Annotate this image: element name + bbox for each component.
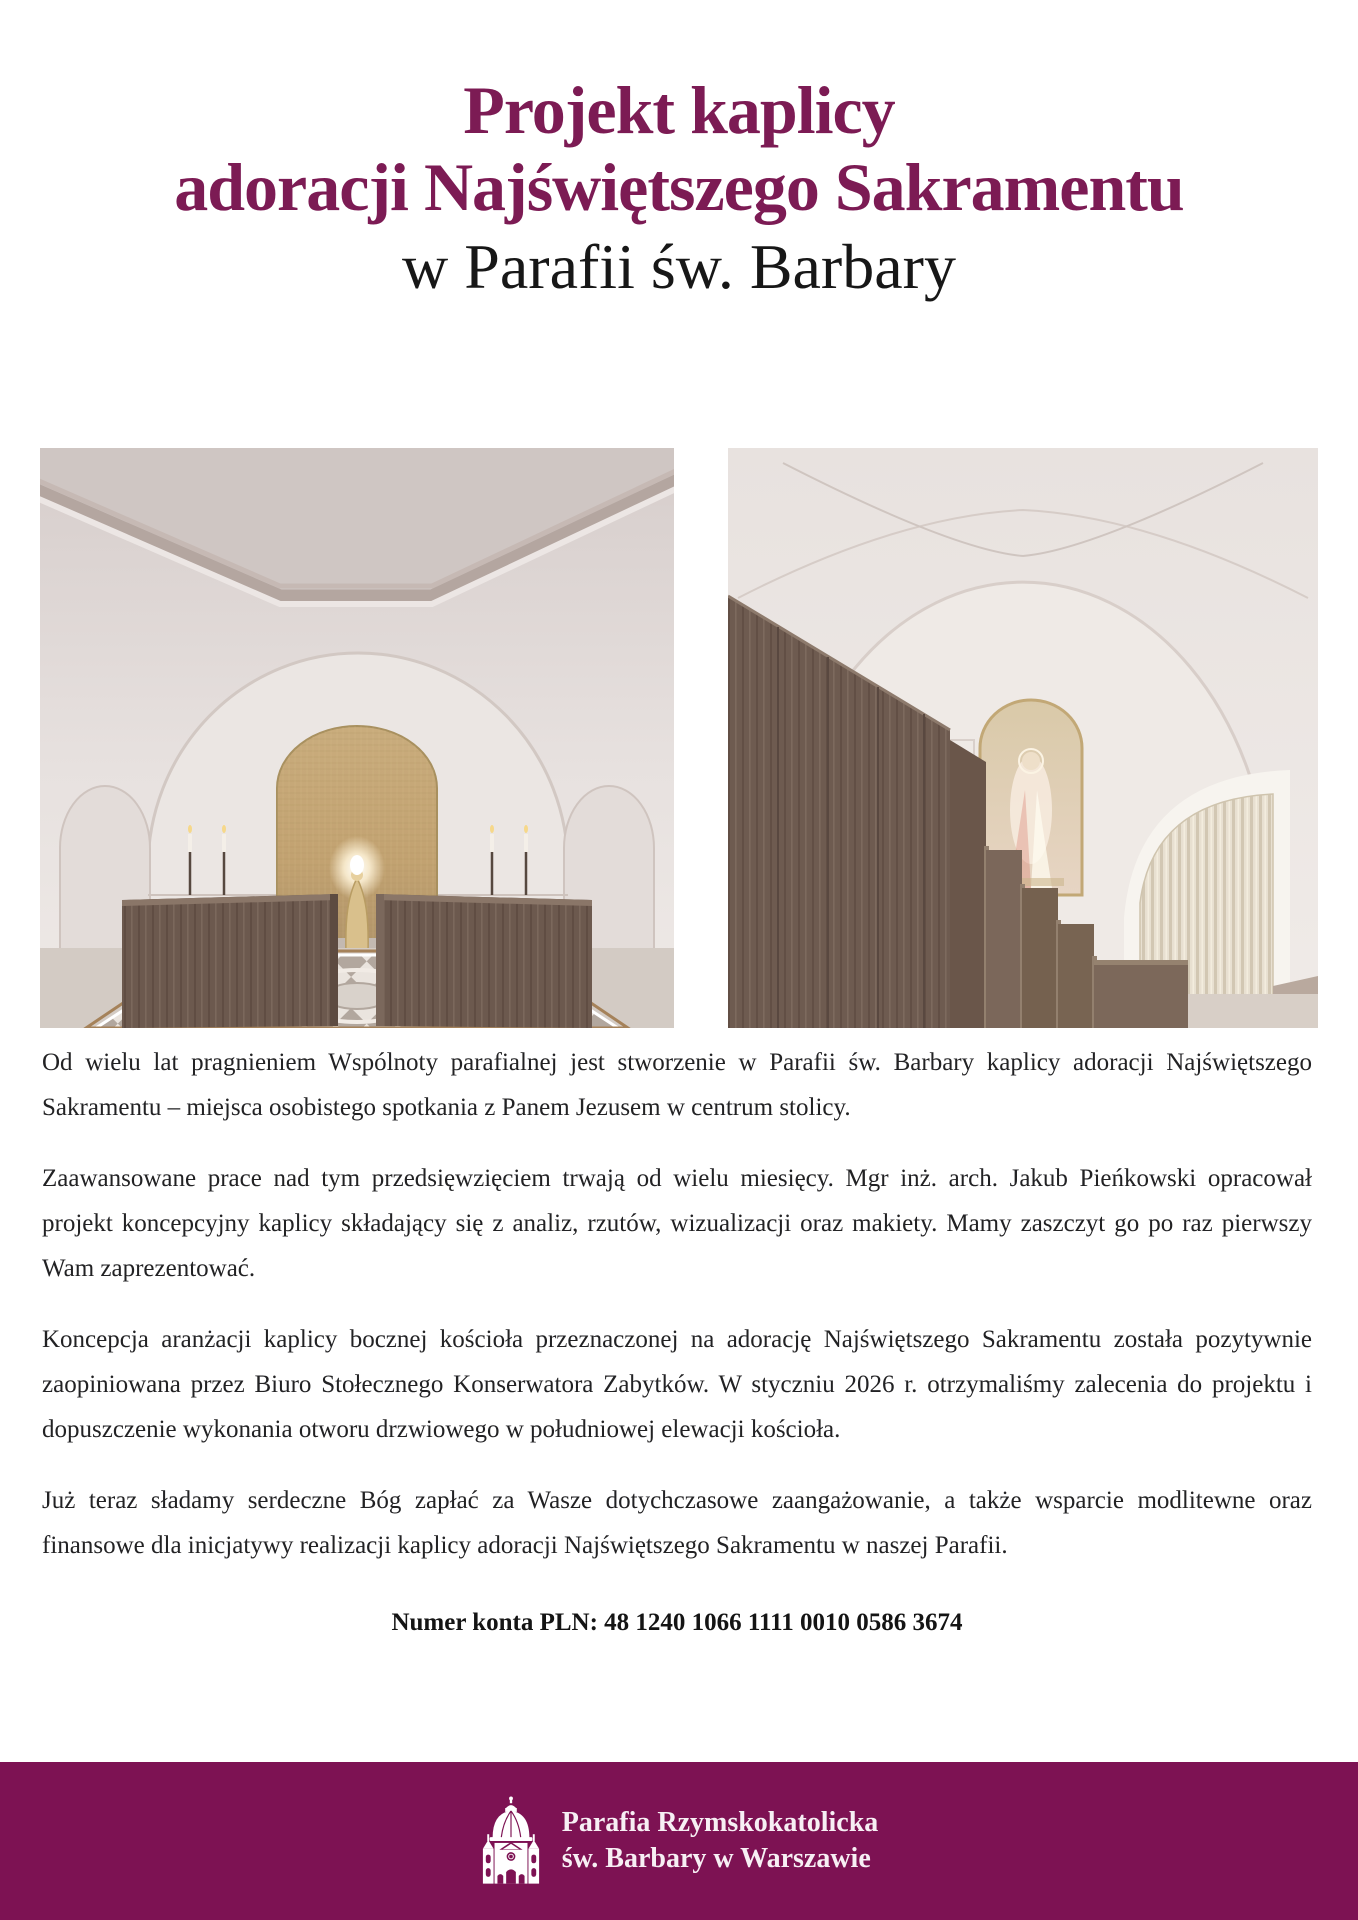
chapel-interior-illustration	[40, 448, 674, 1028]
page-title-line2: adoracji Najświętszego Sakramentu	[174, 149, 1184, 225]
church-logo-icon	[480, 1794, 542, 1888]
footer-banner	[0, 1762, 1358, 1920]
header	[0, 0, 1358, 304]
parish-name-line2: św. Barbary w Warszawie	[561, 1843, 871, 1874]
chapel-corridor-illustration	[728, 448, 1318, 1028]
chapel-corridor-rendering	[728, 448, 1318, 1028]
chapel-interior-rendering	[40, 448, 674, 1028]
paragraph-intro: Od wielu lat pragnieniem Wspólnoty parafialnej jest stworzenie w Parafii św. Barbary kaplicy adoracji Najświętszego Sakramentu – miejsca osobistego spotkania z Panem Jezusem w centrum stolicy.	[42, 1049, 1312, 1121]
body-text	[42, 1040, 1312, 1645]
paragraph-thanks: Już teraz sładamy serdeczne Bóg zapłać za Wasze dotychczasowe zaangażowanie, a także wsparcie modlitewne oraz finansowe dla inicjatywy realizacji kaplicy adoracji Najświętszego Sakramentu w naszej Parafii.	[42, 1487, 1312, 1559]
page-subtitle: w Parafii św. Barbary	[402, 231, 956, 302]
paragraph-approval: Koncepcja aranżacji kaplicy bocznej kościoła przeznaczonej na adorację Najświętszego Sakramentu została pozytywnie zaopiniowana przez Biuro Stołecznego Konserwatora Zabytków. W styczniu 2026 r. otrzymaliśmy zalecenia do projektu i dopuszczenie wykonania otworu drzwiowego w południowej elewacji kościoła.	[42, 1326, 1312, 1443]
page-title-line1: Projekt kaplicy	[463, 72, 895, 148]
bank-account-line: Numer konta PLN: 48 1240 1066 1111 0010 0586 3674	[391, 1609, 963, 1636]
paragraph-project: Zaawansowane prace nad tym przedsięwzięciem trwają od wielu miesięcy. Mgr inż. arch. Jakub Pieńkowski opracował projekt koncepcyjny kaplicy składający się z analiz, rzutów, wizualizacji oraz makiety. Mamy zaszczyt go po raz pierwszy Wam zaprezentować.	[42, 1165, 1312, 1282]
parish-name	[562, 1805, 879, 1877]
parish-name-line1: Parafia Rzymskokatolicka	[561, 1807, 879, 1838]
